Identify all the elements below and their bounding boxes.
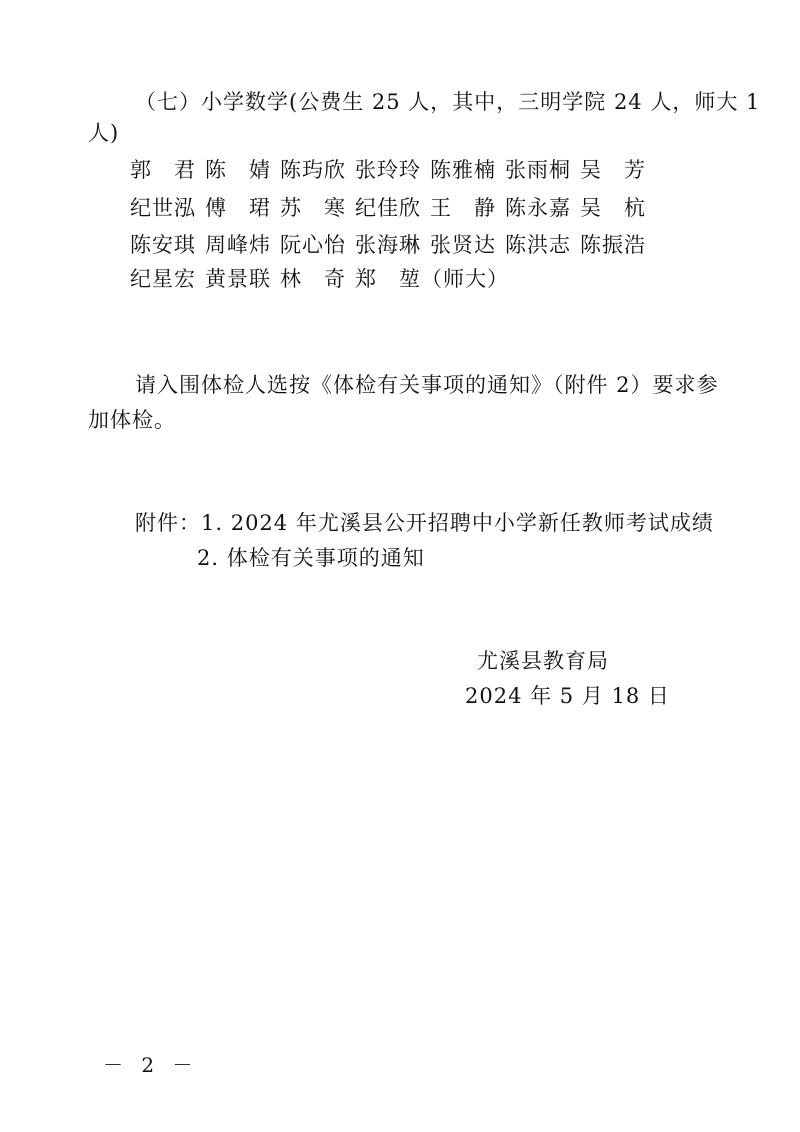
candidate-name: 陈玙欣: [280, 158, 346, 182]
candidate-name: 王 静: [430, 196, 496, 220]
physical-exam-notice-line1: 请入围体检人选按《体检有关事项的通知》（附件 2）要求参: [135, 373, 719, 397]
candidate-name: 张雨桐: [505, 158, 571, 182]
candidate-name: 郭 君: [130, 158, 196, 182]
candidate-name: 吴 杭: [580, 196, 646, 220]
attachment-item-2: 2. 体检有关事项的通知: [197, 546, 425, 570]
candidate-name: 林 奇: [280, 267, 346, 291]
candidate-name: 吴 芳: [580, 158, 646, 182]
names-row-2: [130, 193, 655, 223]
attachment-item-1: 附件：1. 2024 年尤溪县公开招聘中小学新任教师考试成绩: [135, 511, 714, 535]
page-number: － 2 －: [103, 1053, 199, 1077]
candidate-name: 张海琳: [355, 233, 421, 257]
names-row-3: [130, 230, 655, 260]
names-row-4: [130, 264, 509, 294]
issue-date: 2024 年 5 月 18 日: [465, 684, 670, 708]
candidate-name: 郑 堃（师大）: [355, 267, 509, 291]
candidate-name: 陈安琪: [130, 233, 196, 257]
section-title-line1: （七）小学数学(公费生 25 人，其中，三明学院 24 人，师大 1: [135, 90, 761, 114]
candidate-name: 陈雅楠: [430, 158, 496, 182]
candidate-name: 张玲玲: [355, 158, 421, 182]
candidate-name: 阮心怡: [280, 233, 346, 257]
candidate-name: 陈 婧: [205, 158, 271, 182]
candidate-name: 陈永嘉: [505, 196, 571, 220]
names-row-1: [130, 155, 655, 185]
candidate-name: 陈洪志: [505, 233, 571, 257]
candidate-name: 陈振浩: [580, 233, 646, 257]
candidate-name: 张贤达: [430, 233, 496, 257]
candidate-name: 纪世泓: [130, 196, 196, 220]
candidate-name: 傅 珺: [205, 196, 271, 220]
candidate-name: 周峰炜: [205, 233, 271, 257]
issuing-organization: 尤溪县教育局: [477, 649, 609, 673]
candidate-name: 黄景联: [205, 267, 271, 291]
physical-exam-notice-line2: 加体检。: [88, 408, 176, 432]
section-title-line2: 人): [88, 121, 120, 145]
candidate-name: 苏 寒: [280, 196, 346, 220]
candidate-name: 纪佳欣: [355, 196, 421, 220]
candidate-name: 纪星宏: [130, 267, 196, 291]
